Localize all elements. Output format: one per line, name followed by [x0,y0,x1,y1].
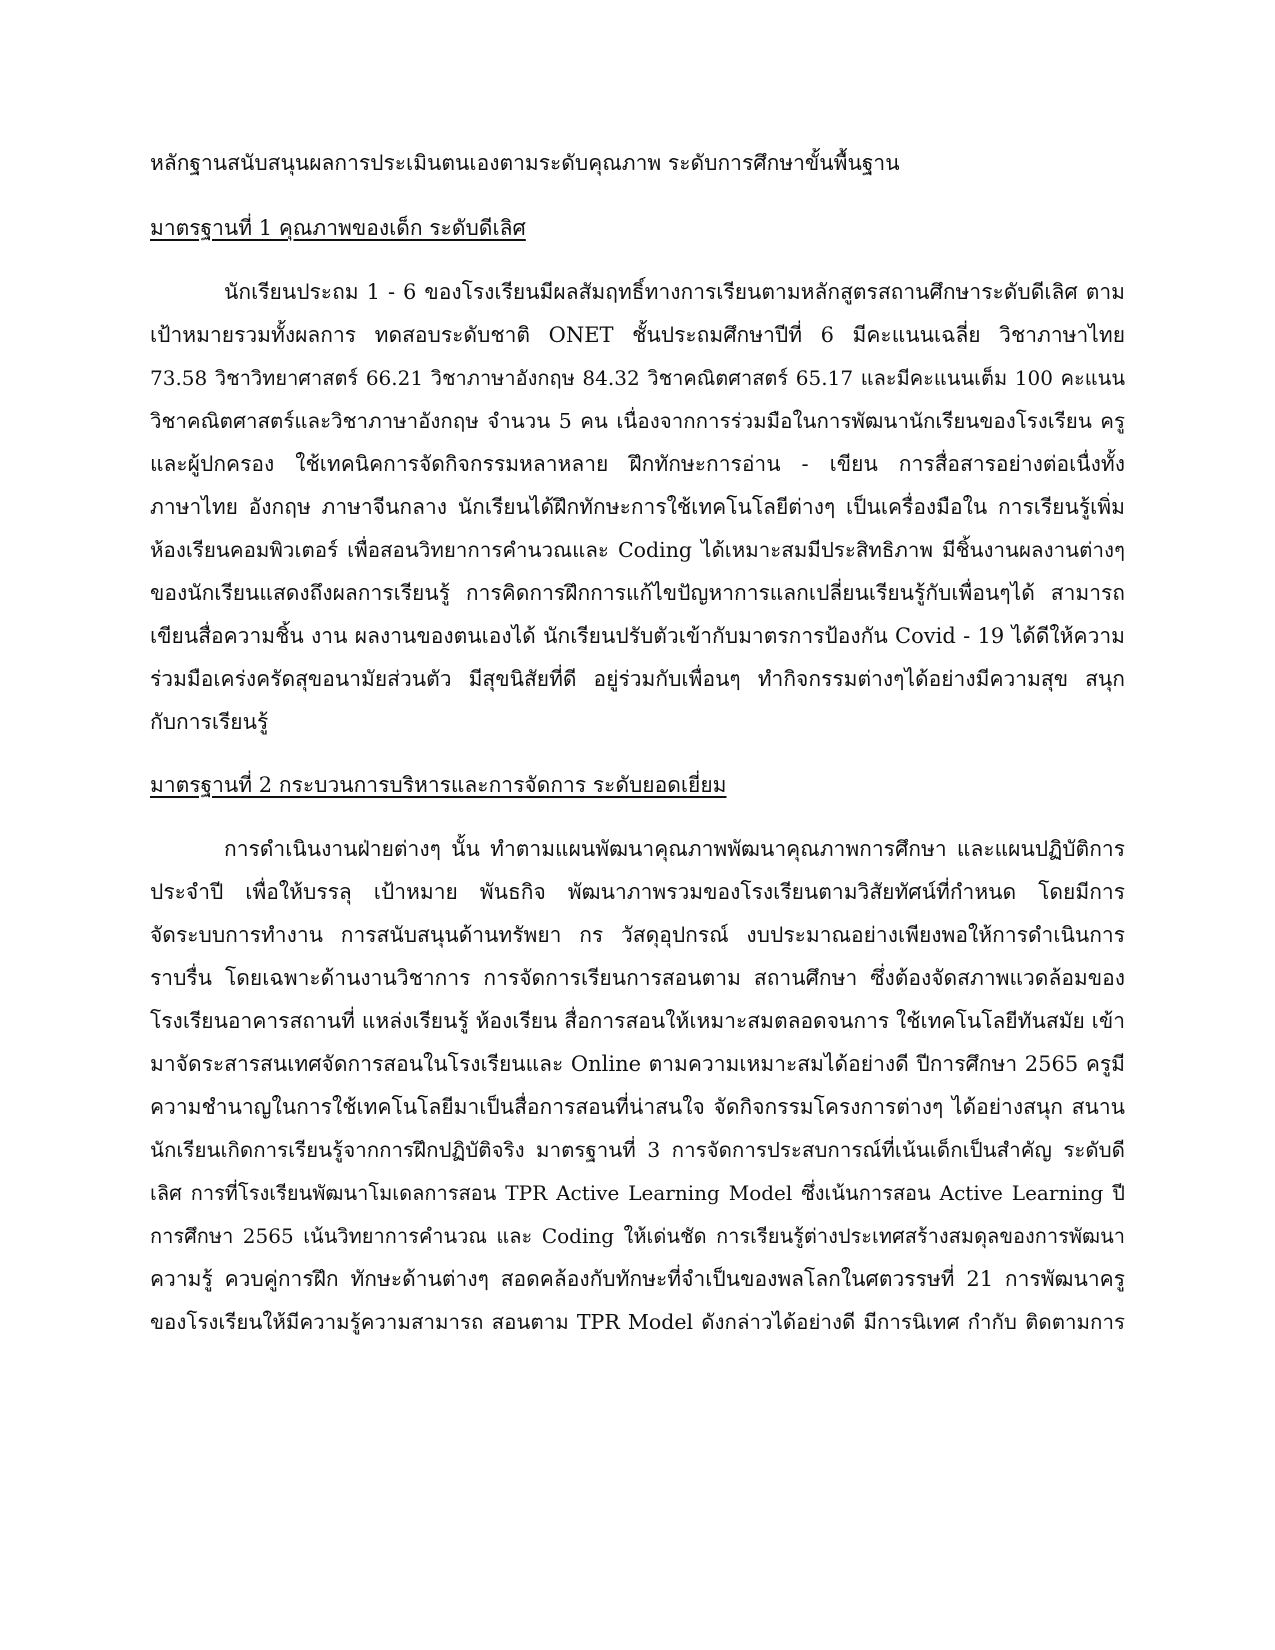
section-1-line: และผู้ปกครอง ใช้เทคนิคการจัดกิจกรรมหลาหลาย ฝึกทักษะการอ่าน - เขียน การสื่อสารอย่างต่อเนื่งทั้ง [150,452,1125,476]
section-2-line: ราบรื่น โดยเฉพาะด้านงานวิชาการ การจัดการเรียนการสอนตาม สถานศึกษา ซึ่งต้องจัดสภาพแวดล้อมของ [150,966,1125,990]
section-2-heading: มาตรฐานที่ 2 กระบวนการบริหารและการจัดการ ระดับยอดเยี่ยม [150,773,727,797]
section-1-line: 73.58 วิชาวิทยาศาสตร์ 66.21 วิชาภาษาอังกฤษ 84.32 วิชาคณิตศาสตร์ 65.17 และมีคะแนนเต็ม 100 คะแนน [150,366,1125,390]
section-2-line: ของโรงเรียนให้มีความรู้ความสามารถ สอนตาม TPR Model ดังกล่าวได้อย่างดี มีการนิเทศ กำกับ ติดตามการ [150,1310,1125,1334]
section-1-line: ห้องเรียนคอมพิวเตอร์ เพื่อสอนวิทยาการคำนวณและ Coding ได้เหมาะสมมีประสิทธิภาพ มีชิ้นงานผลงานต่างๆ [150,538,1125,562]
section-2-line: ความชำนาญในการใช้เทคโนโลยีมาเป็นสื่อการสอนที่น่าสนใจ จัดกิจกรรมโครงการต่างๆ ได้อย่างสนุก สนาน [150,1095,1125,1119]
section-2-line: การศึกษา 2565 เน้นวิทยาการคำนวณ และ Coding ให้เด่นชัด การเรียนรู้ต่างประเทศสร้างสมดุลของการพัฒนา [150,1224,1125,1248]
section-1-line: วิชาคณิตศาสตร์และวิชาภาษาอังกฤษ จำนวน 5 คน เนื่องจากการร่วมมือในการพัฒนานักเรียนของโรงเรียน ครู [150,409,1125,433]
section-2-line: เลิศ การที่โรงเรียนพัฒนาโมเดลการสอน TPR Active Learning Model ซึ่งเน้นการสอน Active Learning ปี [150,1181,1125,1205]
section-2-line: การดำเนินงานฝ่ายต่างๆ นั้น ทำตามแผนพัฒนาคุณภาพพัฒนาคุณภาพการศึกษา และแผนปฏิบัติการ [224,837,1125,861]
section-2-line: นักเรียนเกิดการเรียนรู้จากการฝึกปฏิบัติจริง มาตรฐานที่ 3 การจัดการประสบการณ์ที่เน้นเด็กเป็นสำคัญ ระดับดี [150,1138,1125,1162]
section-2-line: ประจำปี เพื่อให้บรรลุ เป้าหมาย พันธกิจ พัฒนาภาพรวมของโรงเรียนตามวิสัยทัศน์ที่กำหนด โดยมีการ [150,880,1125,904]
section-1-line: ของนักเรียนแสดงถึงผลการเรียนรู้ การคิดการฝึกการแก้ไขปัญหาการแลกเปลี่ยนเรียนรู้กับเพื่อนๆได้ สามารถ [150,581,1125,605]
document-title: หลักฐานสนับสนุนผลการประเมินตนเองตามระดับคุณภาพ ระดับการศึกษาขั้นพื้นฐาน [150,151,900,175]
section-1-heading: มาตรฐานที่ 1 คุณภาพของเด็ก ระดับดีเลิศ [150,216,526,240]
section-1-line: ภาษาไทย อังกฤษ ภาษาจีนกลาง นักเรียนได้ฝึกทักษะการใช้เทคโนโลยีต่างๆ เป็นเครื่องมือใน การเรียนรู้เพิ่ม [150,495,1125,519]
section-2-line: จัดระบบการทำงาน การสนับสนุนด้านทรัพยา กร วัสดุอุปกรณ์ งบประมาณอย่างเพียงพอให้การดำเนินการ [150,923,1125,947]
section-1-line: เป้าหมายรวมทั้งผลการ ทดสอบระดับชาติ ONET ชั้นประถมศึกษาปีที่ 6 มีคะแนนเฉลี่ย วิชาภาษาไทย [150,323,1125,347]
section-2-line: มาจัดระสารสนเทศจัดการสอนในโรงเรียนและ Online ตามความเหมาะสมได้อย่างดี ปีการศึกษา 2565 ครูมี [150,1052,1125,1076]
section-1-line: นักเรียนประถม 1 - 6 ของโรงเรียนมีผลสัมฤทธิ์ทางการเรียนตามหลักสูตรสถานศึกษาระดับดีเลิศ ตาม [224,280,1125,304]
section-1-line: กับการเรียนรู้ [150,710,269,734]
section-2-line: โรงเรียนอาคารสถานที่ แหล่งเรียนรู้ ห้องเรียน สื่อการสอนให้เหมาะสมตลอดจนการ ใช้เทคโนโลยีทันสมัย เข้า [150,1009,1125,1033]
section-2-line: ความรู้ ควบคู่การฝึก ทักษะด้านต่างๆ สอดคล้องกับทักษะที่จำเป็นของพลโลกในศตวรรษที่ 21 การพัฒนาครู [150,1267,1125,1291]
section-1-line: เขียนสื่อความชิ้น งาน ผลงานของตนเองได้ นักเรียนปรับตัวเข้ากับมาตรการป้องกัน Covid - 19 ได้ดีให้ความ [150,624,1125,648]
section-1-line: ร่วมมือเคร่งครัดสุขอนามัยส่วนตัว มีสุขนิสัยที่ดี อยู่ร่วมกับเพื่อนๆ ทำกิจกรรมต่างๆได้อย่างมีความสุข สนุก [150,667,1125,691]
